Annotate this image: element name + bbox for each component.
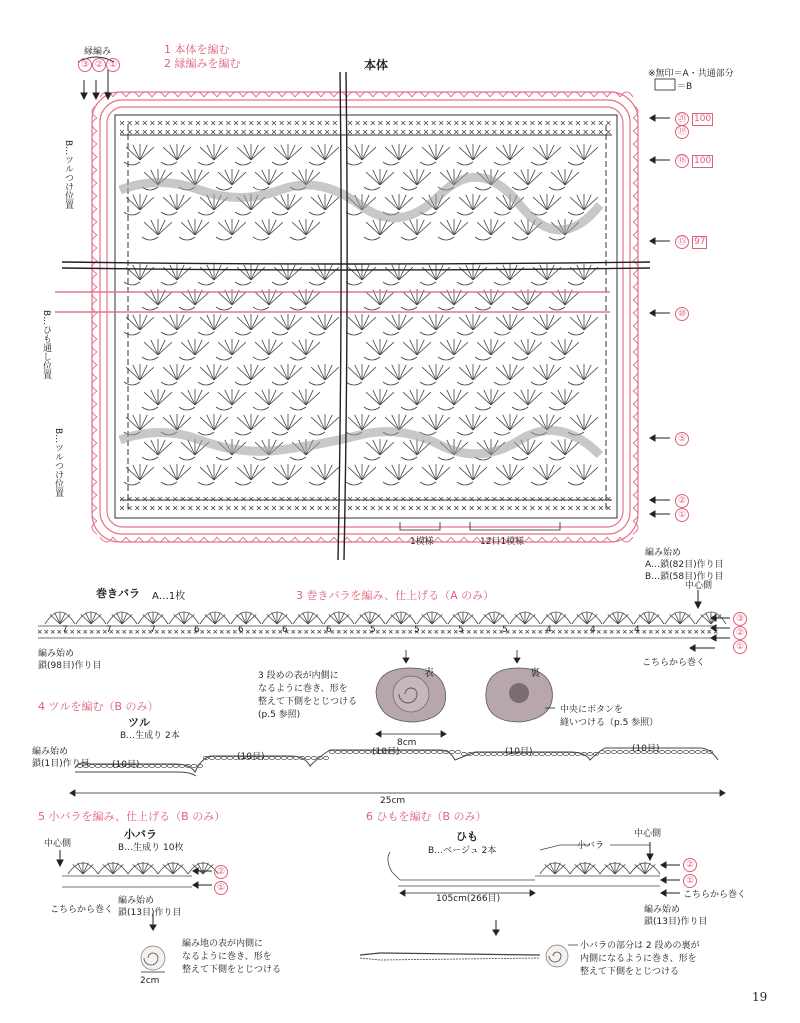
- side-label-vine-top: B…ツルつけ位置: [63, 140, 73, 210]
- row-box: 100: [694, 113, 712, 124]
- row-circle: ②: [675, 494, 689, 508]
- vine-title: ツル: [128, 716, 150, 729]
- small-rose-start-chain: 鎖(13目)作り目: [118, 908, 182, 918]
- rose-note-2: なるように巻き、形を: [258, 684, 348, 694]
- cord-note-3: 整えて下側をとじつける: [580, 967, 680, 977]
- rose-start-label: 編み始め: [38, 649, 75, 659]
- step-3-heading: 3 巻きバラを編み、仕上げる（A のみ）: [296, 589, 495, 602]
- cord-finished-illustration: [360, 945, 578, 967]
- edge-row-3: ③: [78, 58, 92, 72]
- rose-stitch-count: 6: [194, 625, 200, 635]
- cord-row-2: ②: [683, 858, 697, 872]
- step-5-heading: 5 小バラを編み、仕上げる（B のみ）: [38, 810, 226, 823]
- cord-small-rose-fans: [540, 862, 660, 874]
- start-chain-a: A…鎖(82目)作り目: [645, 560, 724, 570]
- main-title: 本体: [364, 58, 389, 72]
- cord-note-1: 小バラの部分は 2 段めの裏が: [580, 941, 700, 951]
- rose-stitch-count: 5: [502, 625, 508, 635]
- rose-strip: [38, 626, 715, 638]
- step-6-heading: 6 ひもを編む（B のみ）: [366, 810, 487, 823]
- rose-stitch-count: 6: [238, 625, 244, 635]
- row-marker-18: [675, 154, 713, 168]
- row-box: 100: [694, 155, 712, 166]
- row-marker-15: [675, 235, 707, 249]
- rose-stitch-count: 5: [370, 625, 376, 635]
- row-circle: ①: [675, 508, 689, 522]
- page-number: 19: [752, 990, 768, 1004]
- omission-cut-lines: [62, 72, 650, 560]
- rose-front-illustration: [376, 668, 446, 722]
- row-marker-2: [675, 494, 689, 508]
- start-chain-b: B…鎖(58目)作り目: [645, 572, 724, 582]
- small-rose-chart: [62, 876, 192, 887]
- rose-row-labels: [733, 612, 747, 654]
- rose-stitch-count: 6: [326, 625, 332, 635]
- rose-petal-fans: [38, 612, 726, 634]
- small-rose-arrows: [57, 850, 212, 930]
- row-circle: ⑳: [675, 112, 689, 126]
- rose-note-1: 3 段めの表が内側に: [258, 671, 339, 681]
- rose-stitch-count: 5: [458, 625, 464, 635]
- one-pattern-label: 1模様: [410, 537, 434, 547]
- row-marker-20: [675, 112, 713, 126]
- rose-title: 巻きバラ: [96, 587, 140, 600]
- row-circle: ⑤: [675, 432, 689, 446]
- rose-count: A…1枚: [152, 591, 186, 602]
- vine-start-label: 編み始め: [32, 747, 69, 757]
- small-rose-note-1: 編み地の表が内側に: [182, 939, 264, 949]
- row-circle: ⑲: [675, 125, 689, 139]
- vine-length: 25cm: [380, 796, 406, 806]
- cord-center-side: 中心側: [634, 829, 662, 839]
- rose-stitch-count: 5: [414, 625, 420, 635]
- small-rose-note-2: なるように巻き、形を: [182, 952, 272, 962]
- small-rose-roll-from: こちらから巻く: [50, 905, 114, 915]
- vine-start-chain: 鎖(1目)作り目: [32, 759, 90, 769]
- row-box: 97: [694, 236, 706, 247]
- small-rose-center-side: 中心側: [44, 839, 72, 849]
- row-circle: ⑩: [675, 307, 689, 321]
- small-rose-note-3: 整えて下側をとじつける: [182, 965, 282, 975]
- vine-yarn: B…生成り 2本: [120, 731, 180, 741]
- rose-front-label: 表: [424, 668, 434, 679]
- vine-segment-3: (10目): [372, 747, 400, 757]
- rose-row-1: ①: [733, 640, 747, 654]
- row-marker-1: [675, 508, 689, 522]
- cord-start-label: 編み始め: [644, 905, 681, 915]
- step-4-heading: 4 ツルを編む（B のみ）: [38, 700, 159, 713]
- start-label: 編み始め: [645, 548, 682, 558]
- edge-row-labels: [78, 58, 120, 72]
- vine-segment-2: (10目): [237, 752, 265, 762]
- rose-roll-from: こちらから巻く: [642, 658, 706, 668]
- rose-note-3: 整えて下側をとじつける: [258, 697, 358, 707]
- rose-note-4: (p.5 参照): [258, 710, 301, 720]
- rose-size: 8cm: [397, 738, 417, 748]
- rose-button-note-1: 中央にボタンを: [560, 705, 624, 715]
- step-1-heading: 1 本体を編む: [164, 43, 230, 56]
- row-circle: ⑱: [675, 154, 689, 168]
- small-rose-start-label: 編み始め: [118, 896, 155, 906]
- rose-button-note-2: 縫いつける（p.5 参照）: [560, 718, 659, 728]
- cord-title: ひも: [456, 830, 478, 843]
- row-marker-19: [675, 125, 689, 139]
- small-rose-row-labels: [214, 865, 228, 895]
- small-rose-title: 小バラ: [124, 828, 157, 841]
- vine-segment-4: (10目): [505, 747, 533, 757]
- edge-row-1: ①: [106, 58, 120, 72]
- cord-row-1: ①: [683, 874, 697, 888]
- rose-back-label: 裏: [530, 668, 540, 679]
- rose-stitch-count: 4: [546, 625, 552, 635]
- cord-note-2: 内側になるように巻き、形を: [580, 954, 697, 964]
- cord-start-chain: 鎖(13目)作り目: [644, 917, 708, 927]
- step-2-heading: 2 縁編みを編む: [164, 57, 241, 70]
- small-rose-illustration: [141, 946, 165, 972]
- rose-stitch-count: 7: [62, 625, 68, 635]
- rose-row-3: ③: [733, 612, 747, 626]
- legend-line-1: ※無印＝A・共通部分: [648, 69, 734, 79]
- small-rose-row-2: ②: [214, 865, 228, 879]
- vine-segment-5: (10目): [632, 744, 660, 754]
- pattern-repeat-brackets: [400, 522, 560, 530]
- rose-stitch-count: 4: [634, 625, 640, 635]
- rose-stitch-count: 4: [590, 625, 596, 635]
- cord-small-rose-label: 小バラ: [577, 841, 605, 851]
- rose-stitch-count: 7: [106, 625, 112, 635]
- row-arrows: [650, 115, 670, 517]
- row-marker-5: [675, 432, 689, 446]
- small-rose-yarn: B…生成り 10枚: [118, 843, 184, 853]
- rose-stitch-count: 7: [150, 625, 156, 635]
- twelve-pattern-label: 12目1模様: [480, 537, 525, 547]
- rose-stitch-count: 6: [282, 625, 288, 635]
- cord-roll-from: こちらから巻く: [683, 890, 747, 900]
- legend-line-2: ＝B: [677, 82, 693, 92]
- edge-label: 縁編み: [84, 47, 112, 57]
- side-label-vine-bottom: B…ツルつけ位置: [53, 428, 63, 498]
- row-circle: ⑮: [675, 235, 689, 249]
- small-rose-size: 2cm: [140, 976, 160, 986]
- cord-length: 105cm(266目): [436, 894, 501, 904]
- edge-row-2: ②: [92, 58, 106, 72]
- cord-row-labels: [683, 858, 697, 888]
- rose-back-illustration: [486, 668, 555, 722]
- row-marker-10: [675, 307, 689, 321]
- vine-segment-1: (10目): [112, 760, 140, 770]
- rose-row-2: ②: [733, 626, 747, 640]
- rose-center-side: 中心側: [685, 581, 713, 591]
- cord-yarn: B…ベージュ 2本: [428, 846, 497, 856]
- small-rose-row-1: ①: [214, 881, 228, 895]
- legend-box-symbol: [655, 79, 675, 90]
- rose-start-chain: 鎖(98目)作り目: [38, 661, 102, 671]
- side-label-cord: B…ひも通し位置: [41, 310, 51, 380]
